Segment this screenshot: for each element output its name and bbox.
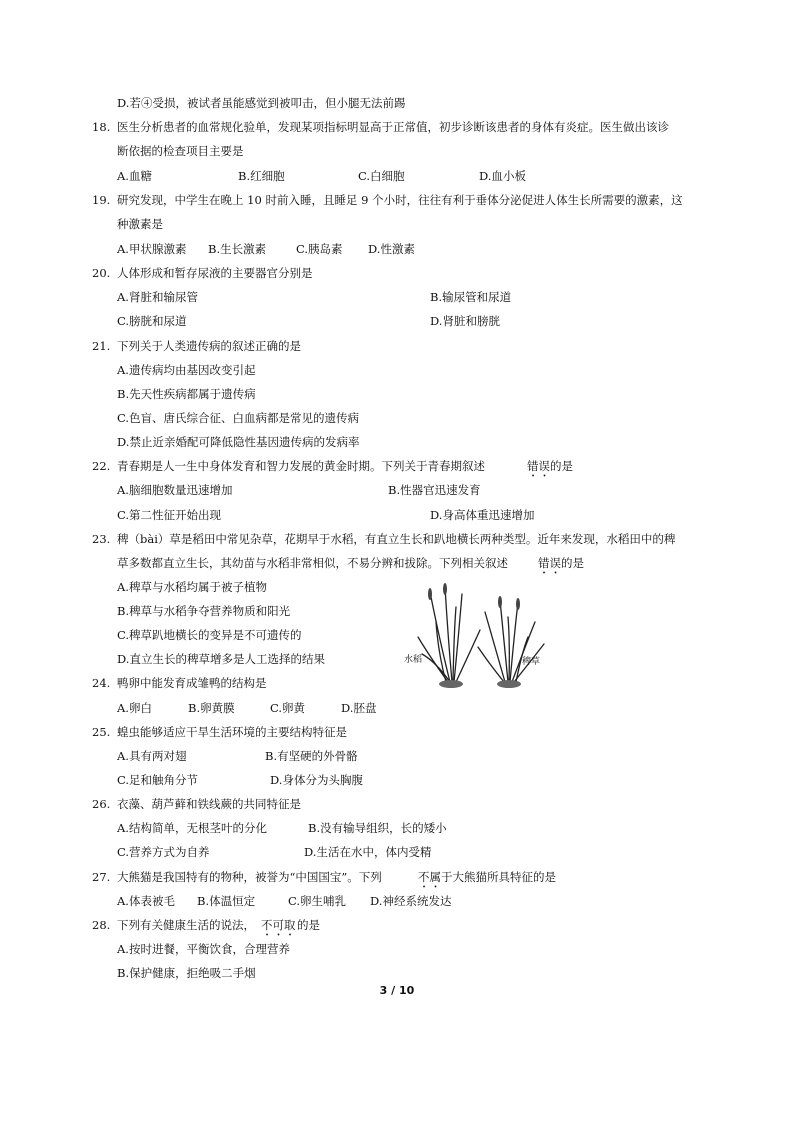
text-line: A.甲状腺激素 xyxy=(117,242,187,256)
text-line: A.稗草与水稻均属于被子植物 xyxy=(117,580,267,594)
text-line: 衣藻、葫芦藓和铁线蕨的共同特征是 xyxy=(117,797,301,811)
text-line: 下列关于人类遗传病的叙述正确的是 xyxy=(117,339,301,353)
text-line: B.稗草与水稻争夺营养物质和阳光 xyxy=(117,604,291,618)
text-line: C.足和触角分节 xyxy=(117,773,199,787)
text-line: A.卵白 xyxy=(117,701,152,715)
text-line: 研究发现，中学生在晚上 10 时前入睡，且睡足 9 个小时，往往有利于垂体分泌促进人体生长所需要的激素，这 xyxy=(117,193,683,207)
figure-label-rice: 水稻 xyxy=(404,655,423,665)
text-line: 27. xyxy=(92,870,111,884)
text-line: D.血小板 xyxy=(479,169,526,183)
text-line: 的是 xyxy=(297,918,320,932)
text-line: C.营养方式为自养 xyxy=(117,845,210,859)
text-line: C.胰岛素 xyxy=(296,242,343,256)
text-line: 28. xyxy=(92,918,111,932)
text-line: 蝗虫能够适应干旱生活环境的主要结构特征是 xyxy=(117,725,347,739)
text-line: B.没有输导组织，长的矮小 xyxy=(308,821,447,835)
text-line: 青春期是人一生中身体发育和智力发展的黄金时期。下列关于青春期叙述 xyxy=(117,459,485,473)
text-line: A.遗传病均由基因改变引起 xyxy=(117,363,256,377)
rice-barnyardgrass-figure xyxy=(400,582,560,694)
text-line: 20. xyxy=(92,266,111,280)
text-line: D.身高体重迅速增加 xyxy=(430,508,535,522)
text-line: B.红细胞 xyxy=(238,169,285,183)
page-number: 3 / 10 xyxy=(379,984,415,997)
text-line: B.卵黄膜 xyxy=(188,701,235,715)
plant-illustration xyxy=(400,582,560,694)
text-line: 人体形成和暂存尿液的主要器官分别是 xyxy=(117,266,313,280)
text-line: B.有坚硬的外骨骼 xyxy=(265,749,358,763)
text-line: 的是 xyxy=(561,556,584,570)
text-line: D.胚盘 xyxy=(341,701,377,715)
text-line: B.性器官迅速发育 xyxy=(388,483,481,497)
text-line: 22. xyxy=(92,459,111,473)
text-line: 21. xyxy=(92,339,111,353)
text-line: 鸭卵中能发育成雏鸭的结构是 xyxy=(117,676,267,690)
text-line: A.具有两对翅 xyxy=(117,749,187,763)
text-line: C.白细胞 xyxy=(358,169,405,183)
text-line: D.若④受损，被试者虽能感觉到被叩击，但小腿无法前踢 xyxy=(117,96,406,110)
text-line: B.输尿管和尿道 xyxy=(430,290,512,304)
text-line: D.神经系统发达 xyxy=(370,894,452,908)
text-line: D.生活在水中，体内受精 xyxy=(304,845,432,859)
text-line: B.先天性疾病都属于遗传病 xyxy=(117,387,256,401)
text-line: 下列有关健康生活的说法， xyxy=(117,918,255,932)
text-line: A.按时进餐，平衡饮食，合理营养 xyxy=(117,942,290,956)
text-line: 错误 xyxy=(527,459,550,473)
text-line: 不属 xyxy=(418,870,441,884)
text-line: B.生长激素 xyxy=(208,242,267,256)
text-line: 23. xyxy=(92,532,111,546)
text-line: A.肾脏和输尿管 xyxy=(117,290,198,304)
text-line: 草多数都直立生长，其幼苗与水稻非常相似，不易分辨和拔除。下列相关叙述 xyxy=(117,556,508,570)
text-line: 的是 xyxy=(550,459,573,473)
text-line: C.卵黄 xyxy=(270,701,306,715)
text-line: C.稗草趴地横长的变异是不可遗传的 xyxy=(117,628,302,642)
text-line: C.膀胱和尿道 xyxy=(117,314,187,328)
text-line: 18. xyxy=(92,120,111,134)
text-line: D.肾脏和膀胱 xyxy=(430,314,500,328)
text-line: 19. xyxy=(92,193,111,207)
text-line: D.禁止近亲婚配可降低隐性基因遗传病的发病率 xyxy=(117,435,360,449)
text-line: D.身体分为头胸腹 xyxy=(270,773,363,787)
text-line: 不可取 xyxy=(261,918,296,932)
text-line: D.性激素 xyxy=(368,242,415,256)
figure-label-barnyard-grass: 稗草 xyxy=(522,657,541,667)
text-line: A.血糖 xyxy=(117,169,152,183)
text-line: 25. xyxy=(92,725,111,739)
text-line: D.直立生长的稗草增多是人工选择的结果 xyxy=(117,652,325,666)
text-line: 种激素是 xyxy=(117,217,163,231)
text-line: A.脑细胞数量迅速增加 xyxy=(117,483,233,497)
text-line: B.保护健康，拒绝吸二手烟 xyxy=(117,966,256,980)
text-line: A.结构简单，无根茎叶的分化 xyxy=(117,821,267,835)
text-line: C.第二性征开始出现 xyxy=(117,508,222,522)
text-line: 错误 xyxy=(538,556,561,570)
text-line: C.色盲、唐氏综合征、白血病都是常见的遗传病 xyxy=(117,411,360,425)
text-line: C.卵生哺乳 xyxy=(288,894,347,908)
text-line: A.体表被毛 xyxy=(117,894,175,908)
text-line: 断依据的检查项目主要是 xyxy=(117,144,244,158)
text-line: 26. xyxy=(92,797,111,811)
text-line: 医生分析患者的血常规化验单，发现某项指标明显高于正常值，初步诊断该患者的身体有炎症。医生做出该诊 xyxy=(117,120,669,134)
text-line: 稗（bài）草是稻田中常见杂草，花期早于水稻，有直立生长和趴地横长两种类型。近年来发现，水稻田中的稗 xyxy=(117,532,676,546)
text-line: B.体温恒定 xyxy=(197,894,256,908)
text-line: 于大熊猫所具特征的是 xyxy=(441,870,556,884)
text-line: 大熊猫是我国特有的物种，被誉为“中国国宝”。下列 xyxy=(117,870,382,884)
text-line: 24. xyxy=(92,676,111,690)
